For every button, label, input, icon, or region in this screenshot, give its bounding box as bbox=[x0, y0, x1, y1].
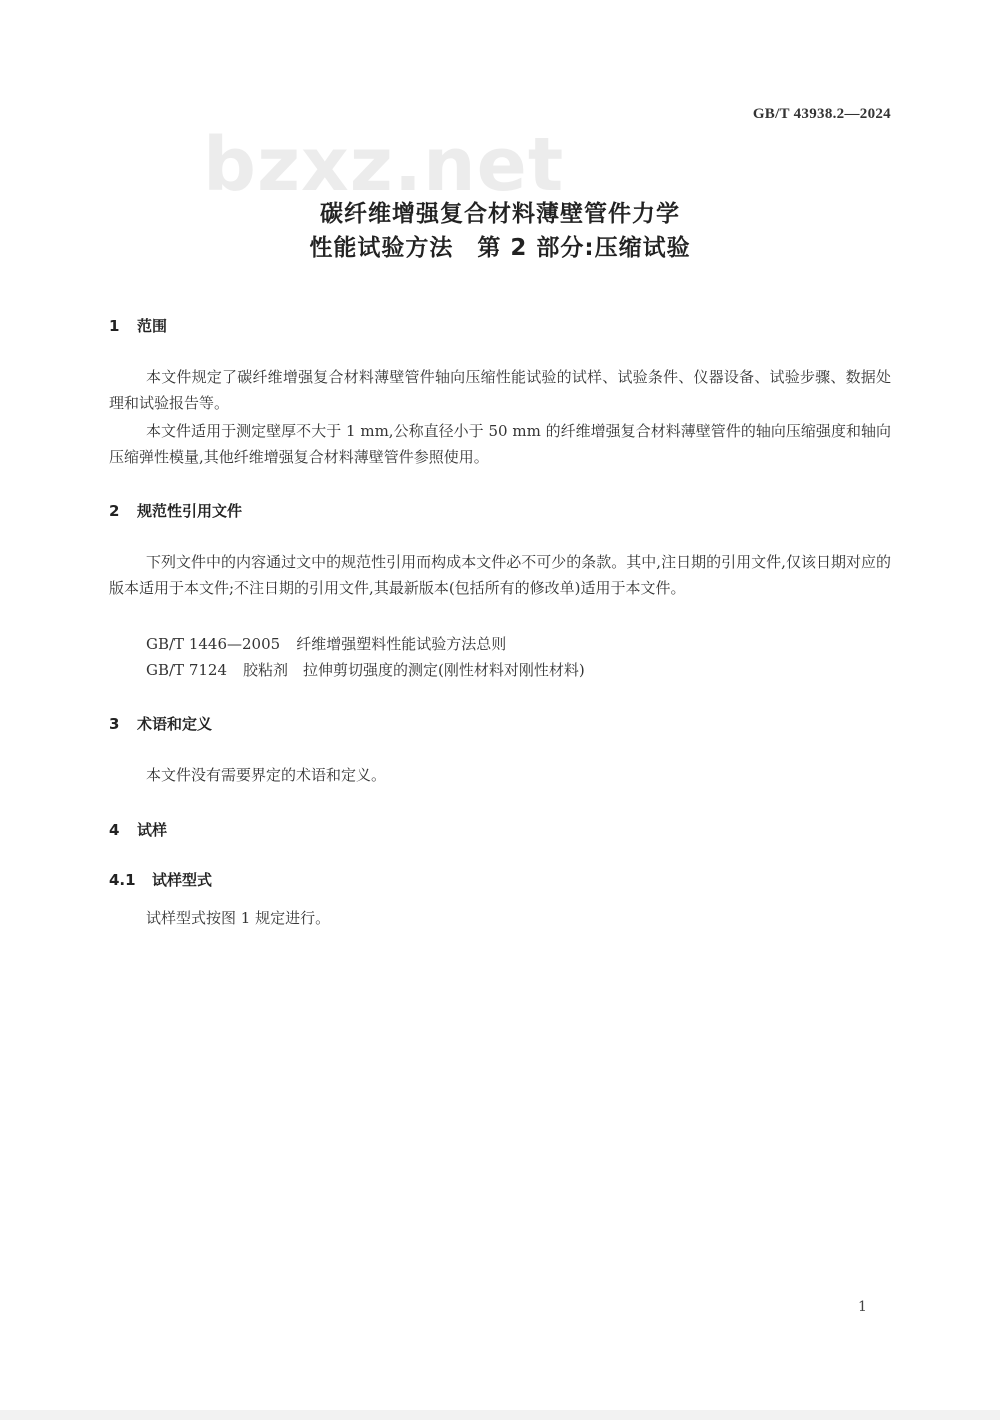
subsection-number: 4.1 bbox=[109, 871, 136, 889]
section-3-heading bbox=[109, 713, 212, 734]
reference-code: GB/T 7124 bbox=[146, 661, 228, 679]
section-title: 术语和定义 bbox=[137, 715, 213, 733]
section-4-heading bbox=[109, 819, 167, 840]
section-title: 试样 bbox=[137, 821, 168, 839]
section-number: 3 bbox=[109, 715, 120, 733]
page-bottom-edge bbox=[0, 1410, 1000, 1420]
section-title: 范围 bbox=[137, 317, 168, 335]
watermark: bzxz.net bbox=[203, 122, 565, 208]
section-number: 4 bbox=[109, 821, 120, 839]
section-1-paragraph-1: 本文件规定了碳纤维增强复合材料薄壁管件轴向压缩性能试验的试样、试验条件、仪器设备、试验步骤、数据处理和试验报告等。 bbox=[109, 368, 891, 412]
subsection-title: 试样型式 bbox=[152, 871, 213, 889]
subsection-4-1-heading bbox=[109, 869, 212, 890]
section-title: 规范性引用文件 bbox=[137, 502, 243, 520]
section-3-paragraph-1: 本文件没有需要界定的术语和定义。 bbox=[146, 766, 387, 784]
section-2-heading bbox=[109, 500, 242, 521]
normative-reference-2 bbox=[146, 659, 585, 680]
reference-title: 胶粘剂 拉伸剪切强度的测定(刚性材料对刚性材料) bbox=[243, 661, 585, 679]
document-title-line-1: 碳纤维增强复合材料薄壁管件力学 bbox=[320, 201, 680, 227]
section-1-heading bbox=[109, 315, 167, 336]
standard-code: GB/T 43938.2—2024 bbox=[752, 106, 891, 122]
page-number: 1 bbox=[858, 1299, 867, 1315]
section-1-paragraph-2: 本文件适用于测定壁厚不大于 1 mm,公称直径小于 50 mm 的纤维增强复合材料薄壁管件的轴向压缩强度和轴向压缩弹性模量,其他纤维增强复合材料薄壁管件参照使用。 bbox=[109, 422, 891, 466]
section-2-paragraph-1: 下列文件中的内容通过文中的规范性引用而构成本文件必不可少的条款。其中,注日期的引用文件,仅该日期对应的版本适用于本文件;不注日期的引用文件,其最新版本(包括所有的修改单)适用于本文件。 bbox=[109, 553, 891, 597]
reference-code: GB/T 1446—2005 bbox=[146, 635, 281, 653]
subsection-4-1-paragraph-1: 试样型式按图 1 规定进行。 bbox=[146, 909, 331, 927]
section-number: 2 bbox=[109, 502, 120, 520]
document-title-line-2: 性能试验方法 第 2 部分:压缩试验 bbox=[309, 235, 691, 261]
section-number: 1 bbox=[109, 317, 120, 335]
reference-title: 纤维增强塑料性能试验方法总则 bbox=[296, 635, 507, 653]
normative-reference-1 bbox=[146, 633, 506, 654]
